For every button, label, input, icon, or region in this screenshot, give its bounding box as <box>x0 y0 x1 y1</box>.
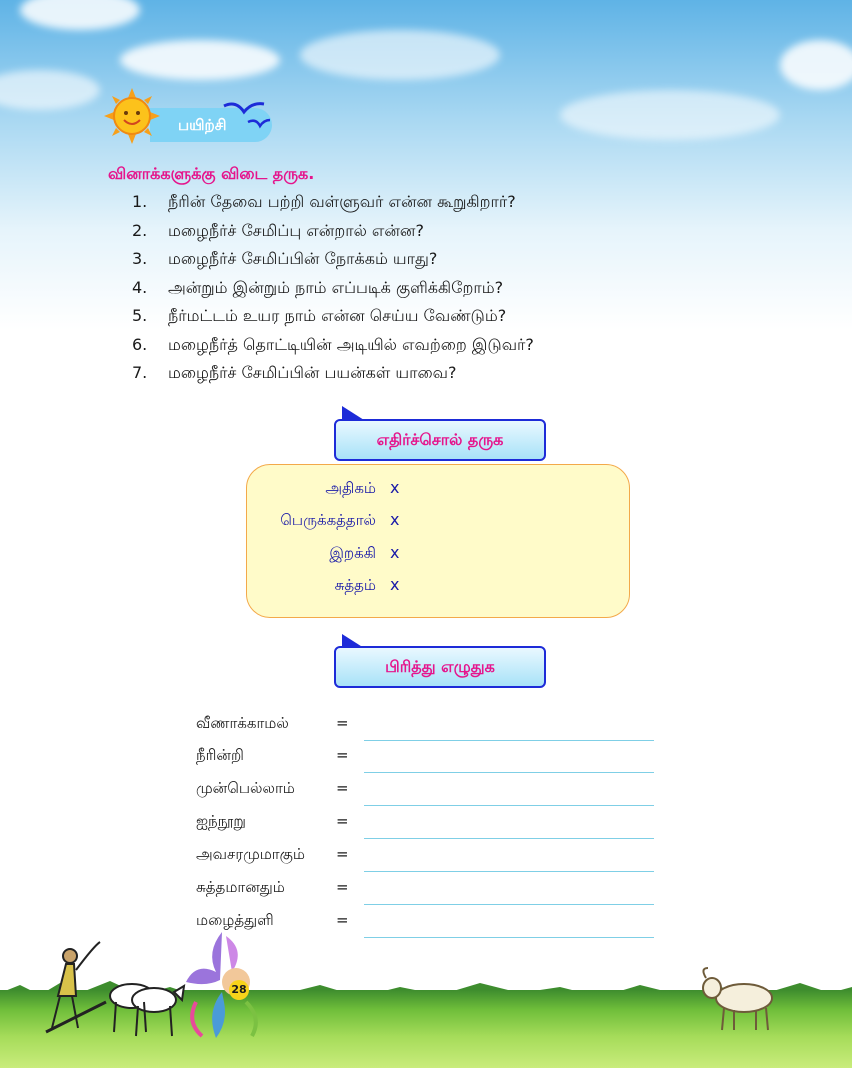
question-number: 7. <box>132 363 148 382</box>
antonym-mark: x <box>390 510 400 529</box>
antonym-row <box>0 504 852 536</box>
cloud <box>20 0 140 30</box>
bird-icon <box>222 98 272 134</box>
split-word: ஐந்நூறு <box>196 812 246 830</box>
equals-sign: = <box>336 878 349 896</box>
question-text: நீரின் தேவை பற்றி வள்ளுவர் என்ன கூறுகிறார்? <box>168 192 516 211</box>
sun-icon <box>104 88 160 144</box>
cloud <box>300 30 500 80</box>
question-text: மழைநீர்த் தொட்டியின் அடியில் எவற்றை இடுவர்? <box>168 334 534 354</box>
antonym-mark: x <box>390 478 400 497</box>
answer-line[interactable] <box>364 805 654 806</box>
section-marker-icon <box>342 406 364 420</box>
question-text: மழைநீர்ச் சேமிப்பு என்றால் என்ன? <box>168 220 424 240</box>
answer-line[interactable] <box>364 871 654 872</box>
flower-fairy-illustration <box>176 932 268 1042</box>
question-item <box>132 245 534 274</box>
cloud <box>120 40 280 80</box>
question-item <box>132 188 534 217</box>
answer-line[interactable] <box>364 838 654 839</box>
split-word: வீணாக்காமல் <box>196 714 289 732</box>
page-number: 28 <box>229 980 249 1000</box>
question-item <box>132 302 534 331</box>
antonym-row <box>0 537 852 569</box>
antonym-mark: x <box>390 575 400 594</box>
question-list <box>132 188 534 388</box>
antonym-word: இறக்கி <box>329 544 376 562</box>
cloud <box>780 40 852 90</box>
split-heading: பிரித்து எழுதுக <box>334 646 546 688</box>
question-text: நீர்மட்டம் உயர நாம் என்ன செய்ய வேண்டும்? <box>168 306 507 325</box>
question-item <box>132 331 534 360</box>
split-word: மழைத்துளி <box>196 911 274 929</box>
antonym-mark: x <box>390 543 400 562</box>
cloud <box>0 70 100 110</box>
equals-sign: = <box>336 812 349 830</box>
equals-sign: = <box>336 845 349 863</box>
equals-sign: = <box>336 779 349 797</box>
equals-sign: = <box>336 911 349 929</box>
antonym-word: அதிகம் <box>325 479 376 497</box>
antonym-word: பெருக்கத்தால் <box>280 511 376 529</box>
equals-sign: = <box>336 746 349 764</box>
question-text: அன்றும் இன்றும் நாம் எப்படிக் குளிக்கிறோம்? <box>168 277 504 297</box>
split-word: நீரின்றி <box>196 746 244 764</box>
answer-line[interactable] <box>364 772 654 773</box>
answer-line[interactable] <box>364 937 654 938</box>
exercise-label: பயிற்சி <box>178 116 227 134</box>
answer-line[interactable] <box>364 904 654 905</box>
question-number: 2. <box>132 220 148 240</box>
antonym-word: சுத்தம் <box>334 576 376 594</box>
split-word: சுத்தமானதும் <box>196 878 285 896</box>
question-number: 4. <box>132 277 148 297</box>
question-item <box>132 217 534 246</box>
split-word: முன்பெல்லாம் <box>196 779 295 797</box>
question-item <box>132 274 534 303</box>
antonyms-heading: எதிர்ச்சொல் தருக <box>334 419 546 461</box>
farmer-with-oxen-illustration <box>36 940 186 1045</box>
split-word: அவசரமுமாகும் <box>196 845 305 863</box>
equals-sign: = <box>336 714 349 732</box>
answer-line[interactable] <box>364 740 654 741</box>
question-text: மழைநீர்ச் சேமிப்பின் பயன்கள் யாவை? <box>168 363 457 382</box>
goat-illustration <box>698 964 784 1034</box>
question-text: மழைநீர்ச் சேமிப்பின் நோக்கம் யாது? <box>168 249 438 268</box>
question-number: 6. <box>132 334 148 354</box>
question-number: 1. <box>132 192 148 211</box>
questions-instruction: வினாக்களுக்கு விடை தருக. <box>108 164 315 183</box>
question-number: 3. <box>132 249 148 268</box>
antonym-row <box>0 472 852 504</box>
question-number: 5. <box>132 306 148 325</box>
antonym-row <box>0 569 852 601</box>
question-item <box>132 359 534 388</box>
cloud <box>560 90 780 140</box>
